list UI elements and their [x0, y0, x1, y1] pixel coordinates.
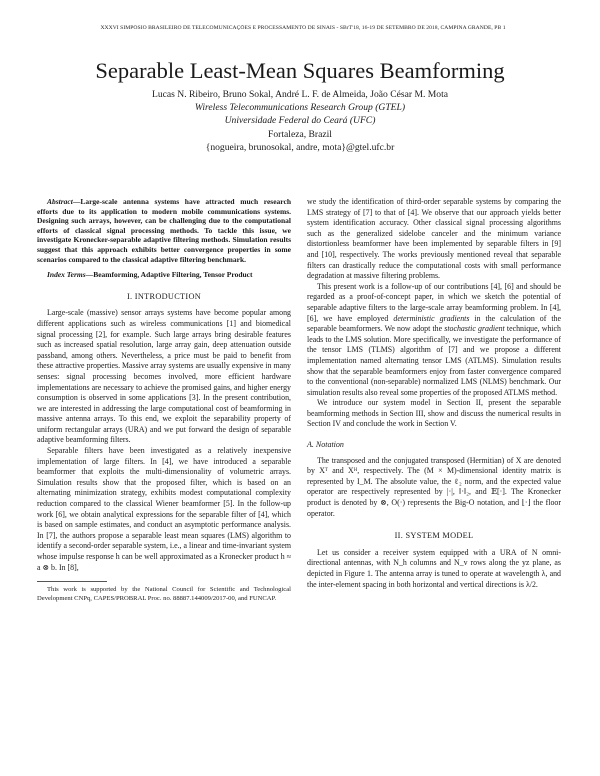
right-p2-emphasis-2: stochastic gradient [444, 324, 505, 334]
author-names: Lucas N. Ribeiro, Bruno Sokal, André L. F. de Almeida, João César M. Mota [151, 89, 449, 100]
right-paragraph-2 [307, 282, 561, 399]
running-header: XXXVI SIMPÓSIO BRASILEIRO DE TELECOMUNICAÇÕES E PROCESSAMENTO DE SINAIS - SBrT'18, 16-19 DE SETEMBRO DE 2018, CAMPINA GRANDE, PB 1 [100, 25, 506, 31]
abstract-label: Abstract [47, 197, 73, 206]
right-p2-part-a: This present work is a follow-up of our contributions [4], [6] and should be regarded as a proof-of-concept paper, in which we sketch the potential of separable adaptive filters to the large-scale array beamforming problem. In [4], [6], we have employed [307, 281, 561, 323]
right-paragraph-1: we study the identification of third-order separable systems by comparing the LMS strategy of [7] to that of [4]. We observe that our approach yields better system identification accuracy. Other classical signal processing algorithms such as the generalized sidelobe canceler and the minimum variance distortionless beamformer have been implemented by separable filters in [9] and [10], respectively. The works previously mentioned reveal that separable filters can drastically reduce the computational costs with small performance degradation at massive filtering problems. [307, 197, 561, 281]
index-terms-label: Index Terms [47, 270, 86, 280]
funding-footnote: This work is supported by the National Council for Scientific and Technological Development CNPq, CAPES/PROBRAL Proc. no. 88887.144009/2017-00, and FUNCAP. [37, 586, 291, 602]
right-p2-emphasis-1: deterministic gradients [393, 313, 470, 323]
section-heading-system-model: II. SYSTEM MODEL [394, 531, 474, 541]
section-heading-introduction: I. INTRODUCTION [126, 291, 202, 301]
intro-paragraph-1: Large-scale (massive) sensor arrays systems have become popular among different applications such as wireless communications [1] and biomedical signal processing [2], for example. Such large arrays bring desirable features such as increased spatial resolution, large array gain, deep attenuation outside passband, among others. Nevertheless, a price must be paid to benefit from these attractive properties. Massive array systems are usually expensive in many senses: signal processing becomes involved, more efficient hardware implementations are necessary to achieve the promised gains, and higher energy consumption is observed in some applications [3]. In the present contribution, we are interested in addressing the large computational cost of beamforming in massive antenna arrays. To this end, we exploit the separability property of uniform rectangular arrays (URA) and we put forward the design of separable adaptive beamforming filters. [37, 308, 291, 445]
paper-title: Separable Least-Mean Squares Beamforming [95, 58, 505, 83]
right-p2-part-b: in the calculation of the separable beamformers. We now adopt the [307, 313, 562, 334]
abstract [37, 197, 291, 264]
intro-paragraph-2: Separable filters have been investigated as a relatively inexpensive implementation of large filters. In [4], we have introduced a separable beamformer that exploits the multi-dimensionality of volumetric arrays. Simulation results show that the proposed filter, which is based on an alternating minimization strategy, exhibits modest computational complexity reduction compared to the classical Wiener beamformer [5]. In the follow-up work [6], we obtain analytical expressions for the separable filter of [4], which is based on sample estimates, and conduct an asymptotic performance analysis. In [7], the authors propose a separable least mean squares (LMS) algorithm to identify a second-order separable system, i.e., a linear and time-invariant system whose impulse response h can be well approximated as a Kronecker product h ≈ a ⊗ b. In [8], [37, 446, 291, 572]
right-p2-part-c: technique, which leads to the LMS solution. More specifically, we investigate the performance of the tensor LMS (TLMS) algorithm of [7] and we propose a different implementation named alternating tensor LMS (ATLMS). Simulation results show that the separable beamformers enjoy from faster convergence compared to the conventional (non-separable) normalized LMS (NLMS) benchmark. Our simulation results also reveal some properties of the proposed ATLMS method. [307, 324, 561, 397]
research-group: Wireless Telecommunications Research Group (GTEL) [194, 102, 406, 114]
index-terms-text: —Beamforming, Adaptive Filtering, Tensor Product [85, 270, 253, 280]
emails: {nogueira, brunosokal, andre, mota}@gtel.ufc.br [205, 141, 395, 153]
subsection-heading-notation: A. Notation [307, 440, 344, 450]
author-block [40, 88, 560, 154]
index-terms [37, 270, 291, 280]
city: Fortaleza, Brazil [268, 128, 332, 140]
system-model-paragraph: Let us consider a receiver system equipped with a URA of N omni-directional antennas, with N_h columns and N_v rows along the yz plane, as depicted in Figure 1. The antenna array is tuned to operate at wavelength λ, and the inter-element spacing in both horizontal and vertical directions is λ/2. [307, 547, 561, 589]
left-column [37, 197, 291, 603]
notation-paragraph: The transposed and the conjugated transposed (Hermitian) of X are denoted by Xᵀ and Xᴴ, respectively. The (M × M)-dimensional identity matrix is represented by I_M. The absolute value, the ℓ₂ norm, and the expected value operator are respectively represented by |·|, ‖·‖₂, and 𝔼[·]. The Kronecker product is denoted by ⊗, O(·) represents the Big-O notation, and ⌊·⌋ the floor operator. [307, 455, 561, 518]
footnote-divider [37, 581, 107, 582]
university: Universidade Federal do Ceará (UFC) [224, 115, 376, 127]
abstract-text: —Large-scale antenna systems have attracted much research efforts due to its application to modern mobile communications systems. Designing such arrays, however, can be challenging due to the computational efforts of classical signal processing methods. To tackle this issue, we investigate Kronecker-separable adaptive filtering methods. Simulation results suggest that this approach exhibits better convergence properties in some scenarios compared to the classical adaptive filtering benchmark. [37, 197, 291, 264]
right-column [307, 197, 561, 590]
right-paragraph-3: We introduce our system model in Section II, present the separable beamforming methods in Section III, show and discuss the numerical results in Section IV and conclude the work in Section V. [307, 398, 561, 429]
